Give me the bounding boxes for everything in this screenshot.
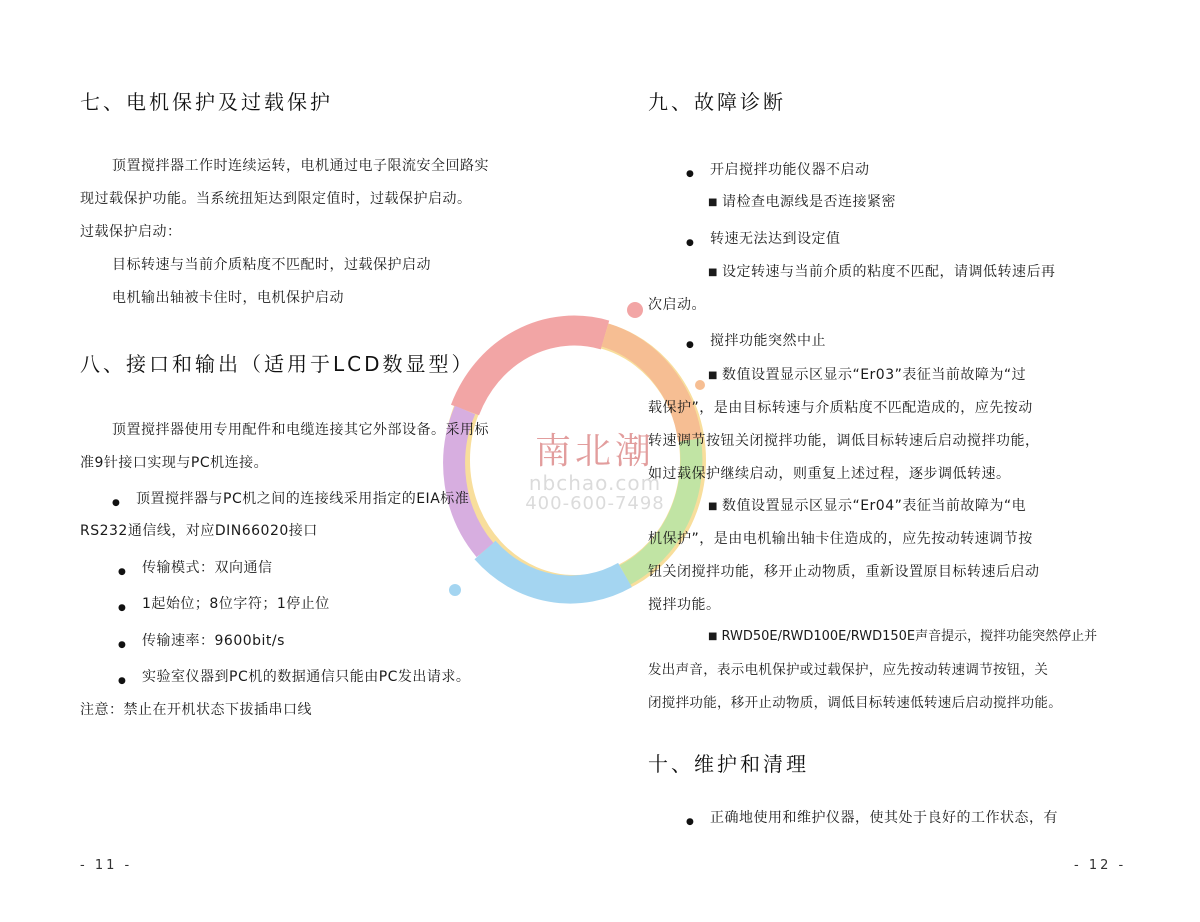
s9-er03-line1: ■ 数值设置显示区显示“Er03”表征当前故障为“过 [708, 366, 1026, 386]
s9-sound-line2: 发出声音，表示电机保护或过载保护，应先按动转速调节按钮，关 [648, 662, 1049, 678]
watermark-name: 南北潮 [534, 431, 655, 472]
s8-paragraph-line2: 准9针接口实现与PC机连接。 [80, 455, 269, 471]
page-number-12: - 12 - [1074, 858, 1127, 873]
s8-bullet-5: ● 实验室仪器到PC机的数据通信只能由PC发出请求。 [142, 668, 470, 686]
s9-er03-line3: 转速调节按钮关闭搅拌功能，调低目标转速后启动搅拌功能， [648, 433, 1040, 449]
s7-paragraph-line2: 现过载保护功能。当系统扭矩达到限定值时，过载保护启动。 [80, 191, 472, 207]
page-12 [600, 0, 1200, 922]
s9-er04-line1: ■ 数值设置显示区显示“Er04”表征当前故障为“电 [708, 497, 1026, 517]
s9-bullet-2-sub-line1: ■ 设定转速与当前介质的粘度不匹配，请调低转速后再 [708, 263, 1055, 283]
s8-bullet-1-cont: RS232通信线，对应DIN66020接口 [80, 523, 318, 539]
s9-sound-line3: 闭搅拌功能，移开止动物质，调低目标转速低转速后启动搅拌功能。 [648, 695, 1062, 711]
section-10-heading: 十、维护和清理 [648, 752, 809, 776]
s7-item-1: 目标转速与当前介质粘度不匹配时，过载保护启动 [112, 257, 431, 273]
s9-sound-line1: ■ RWD50E/RWD100E/RWD150E声音提示，搅拌功能突然停止并 [708, 628, 1097, 647]
watermark-url: nbchao.com [528, 471, 662, 495]
s8-bullet-4: ● 传输速率：9600bit/s [142, 632, 285, 650]
s8-bullet-1: ● 顶置搅拌器与PC机之间的连接线采用指定的EIA标准 [136, 490, 469, 508]
s8-bullet-3: ● 1起始位；8位字符；1停止位 [142, 595, 330, 613]
s9-er03-line4: 如过载保护继续启动，则重复上述过程，逐步调低转速。 [648, 466, 1011, 482]
s10-bullet-1: ● 正确地使用和维护仪器，使其处于良好的工作状态，有 [710, 809, 1058, 827]
s8-note: 注意：禁止在开机状态下拔插串口线 [80, 702, 312, 718]
s7-item-2: 电机输出轴被卡住时，电机保护启动 [112, 290, 344, 306]
s9-bullet-3: ● 搅拌功能突然中止 [710, 332, 826, 350]
s8-paragraph-line1: 顶置搅拌器使用专用配件和电缆连接其它外部设备。采用标 [112, 422, 489, 438]
s7-paragraph-line1: 顶置搅拌器工作时连续运转，电机通过电子限流安全回路实 [112, 158, 489, 174]
section-7-heading: 七、电机保护及过载保护 [80, 90, 333, 114]
s9-er04-line4: 搅拌功能。 [648, 597, 721, 613]
s8-bullet-2: ● 传输模式：双向通信 [142, 559, 273, 577]
s9-er04-line2: 机保护”，是由电机输出轴卡住造成的，应先按动转速调节按 [648, 531, 1033, 547]
s7-label: 过载保护启动： [80, 224, 182, 240]
s9-er03-line2: 载保护”，是由目标转速与介质粘度不匹配造成的，应先按动 [648, 400, 1033, 416]
s9-er04-line3: 钮关闭搅拌功能，移开止动物质，重新设置原目标转速后启动 [648, 564, 1040, 580]
s9-bullet-1-sub: ■ 请检查电源线是否连接紧密 [708, 193, 896, 213]
s9-bullet-2-sub-line2: 次启动。 [648, 297, 706, 313]
watermark-phone: 400-600-7498 [525, 493, 665, 514]
page-number-11: - 11 - [80, 858, 133, 873]
section-8-heading: 八、接口和输出（适用于LCD数显型） [80, 352, 475, 376]
s9-bullet-1: ● 开启搅拌功能仪器不启动 [710, 161, 870, 179]
section-9-heading: 九、故障诊断 [648, 90, 786, 114]
s9-bullet-2: ● 转速无法达到设定值 [710, 230, 841, 248]
